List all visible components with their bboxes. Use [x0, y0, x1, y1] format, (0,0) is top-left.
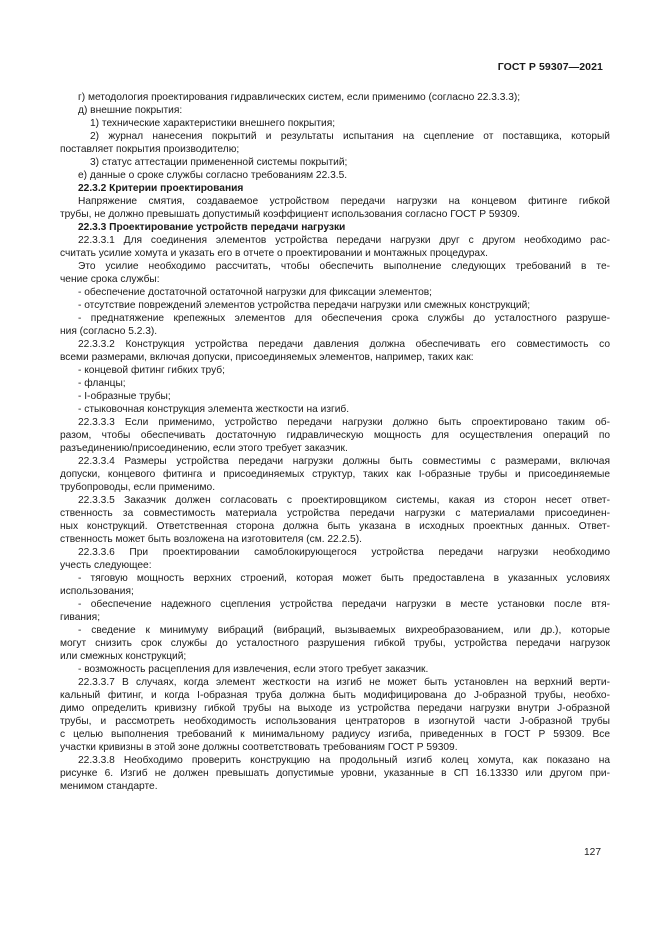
text-line: 22.3.3.7 В случаях, когда элемент жесткости на изгиб не может быть установлен на верхний верти- [78, 677, 610, 688]
text-line: трубопроводы, если применимо. [60, 482, 216, 493]
text-line: могут снизить срок службы до усталостного разрушения гибкой трубы, устройства передачи нагрузок [60, 638, 610, 649]
text-line: учесть следующее: [60, 560, 152, 571]
document-header-id: ГОСТ Р 59307—2021 [497, 61, 603, 73]
text-line: трубы, не должно превышать допустимый коэффициент использования согласно ГОСТ Р 59309. [60, 209, 521, 220]
text-line: участки кривизны в этой зоне должны соответствовать требованиям ГОСТ Р 59309. [60, 742, 458, 753]
text-line: гивания; [60, 612, 101, 623]
text-line: разом, чтобы обеспечивать достаточную гидравлическую мощность для осуществления операций по [60, 430, 610, 441]
list-item: - отсутствие повреждений элементов устройства передачи нагрузки или смежных конструкций; [78, 300, 531, 311]
text-line: ственность может быть возложена на изготовителя (см. 22.2.5). [60, 534, 362, 545]
text-line: 22.3.3.1 Для соединения элементов устройства передачи нагрузки друг с другом необходимо рас- [78, 235, 610, 246]
text-line: ния (согласно 5.2.3). [60, 326, 158, 337]
list-item: - I-образные трубы; [78, 391, 171, 402]
text-line: 2) журнал нанесения покрытий и результаты испытания на сцепление от поставщика, который [90, 131, 610, 142]
text-line: димо определить кривизну гибкой трубы на выходе из устройства передачи нагрузки внутри J-образной [60, 703, 610, 714]
text-line: Это усилие необходимо рассчитать, чтобы обеспечить выполнение следующих требований в те- [78, 261, 610, 272]
text-line: кальный фитинг, и когда I-образная труба должна быть модифицирована до J-образной трубы, необхо- [60, 690, 610, 701]
text-line: чение срока службы: [60, 274, 160, 285]
text-line: 3) статус аттестации примененной системы покрытий; [90, 157, 348, 168]
text-line: допуски, концевого фитинга и присоединяемых структур, таких как I-образные трубы и присоединяемые [60, 469, 610, 480]
list-item: - фланцы; [78, 378, 126, 389]
list-item: - сведение к минимуму вибраций (вибраций, вызываемых вихреобразованием, или др.), которые [78, 625, 610, 636]
text-line: поставляет покрытия производителю; [60, 144, 240, 155]
text-line: всеми размерами, включая допуски, присоединяемых элементов, например, таких как: [60, 352, 474, 363]
text-line: е) данные о сроке службы согласно требованиям 22.3.5. [78, 170, 348, 181]
text-line: разъединению/присоединению, если этого требует заказчик. [60, 443, 348, 454]
list-item: - стыковочная конструкция элемента жесткости на изгиб. [78, 404, 350, 415]
text-line: Напряжение смятия, создаваемое устройством передачи нагрузки на концевом фитинге гибкой [78, 196, 610, 207]
list-item: - концевой фитинг гибких труб; [78, 365, 225, 376]
text-line: 22.3.3.5 Заказчик должен согласовать с проектировщиком системы, какая из сторон несет ответ- [78, 495, 610, 506]
list-item: - возможность расцепления для извлечения, если этого требует заказчик. [78, 664, 429, 675]
text-line: 22.3.3.6 При проектировании самоблокирующегося устройства передачи нагрузки необходимо [78, 547, 610, 558]
text-line: или смежных конструкций; [60, 651, 187, 662]
list-item: - преднатяжение крепежных элементов для обеспечения срока службы до усталостного разруше- [78, 313, 610, 324]
text-line: использования; [60, 586, 134, 597]
page-number: 127 [584, 847, 601, 858]
section-heading: 22.3.2 Критерии проектирования [78, 183, 244, 194]
text-line: 1) технические характеристики внешнего покрытия; [90, 118, 336, 129]
text-line: ных конструкций. Ответственная сторона должна быть указана в исходных проектных данных. Ответ- [60, 521, 610, 532]
text-line: ственность за совместимость материала устройства передачи нагрузки с материалами присоединен- [60, 508, 610, 519]
text-line: 22.3.3.8 Необходимо проверить конструкцию на продольный изгиб колец хомута, как показано на [78, 755, 610, 766]
text-line: 22.3.3.2 Конструкция устройства передачи давления должна обеспечивать его совместимость со [78, 339, 610, 350]
text-line: с целью выполнения требований к минимальному радиусу изгиба, приведенных в ГОСТ Р 59309. Все [60, 729, 610, 740]
text-line: рисунке 6. Изгиб не должен превышать допустимые уровни, указанные в СП 16.13330 или другом при- [60, 768, 610, 779]
text-line: трубы, и рассмотреть необходимость использования центраторов в изогнутой части J-образной трубы [60, 716, 610, 727]
list-item: - обеспечение надежного сцепления устройства передачи нагрузки в месте установки после втя- [78, 599, 610, 610]
text-line: считать усилие хомута и указать его в отчете о проектировании и монтажных процедурах. [60, 248, 489, 259]
list-item: - обеспечение достаточной остаточной нагрузки для фиксации элементов; [78, 287, 433, 298]
text-line: менимом стандарте. [60, 781, 158, 792]
section-heading: 22.3.3 Проектирование устройств передачи нагрузки [78, 222, 346, 233]
document-body [60, 91, 610, 793]
text-line: 22.3.3.3 Если применимо, устройство передачи нагрузки должно быть спроектировано таким об- [78, 417, 610, 428]
list-item: - тяговую мощность верхних строений, которая может быть предоставлена в указанных условиях [78, 573, 610, 584]
text-line: г) методология проектирования гидравлических систем, если применимо (согласно 22.3.3.3); [78, 92, 521, 103]
text-line: д) внешние покрытия: [78, 105, 183, 116]
text-line: 22.3.3.4 Размеры устройства передачи нагрузки должны быть совместимы с размерами, включая [78, 456, 610, 467]
